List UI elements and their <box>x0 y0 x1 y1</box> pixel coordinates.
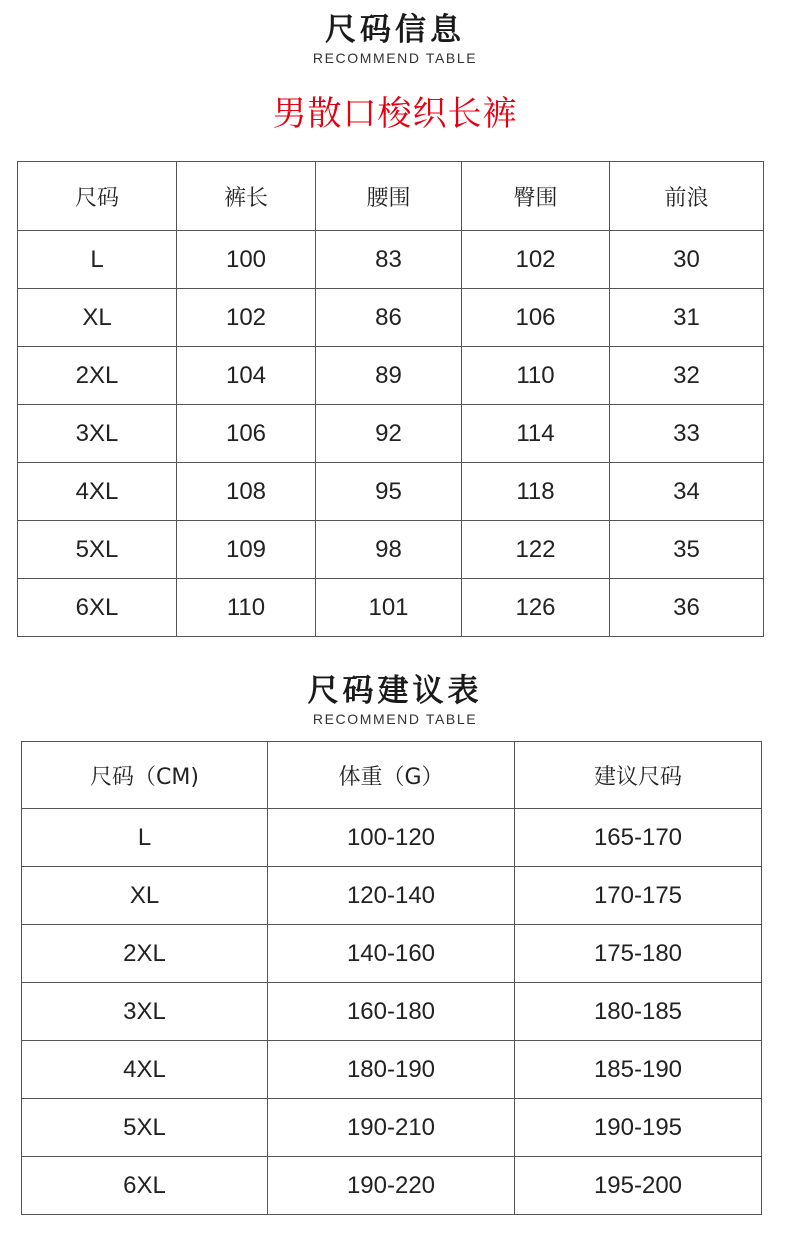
table-cell: 160-180 <box>268 983 515 1041</box>
table-cell: 110 <box>177 579 316 637</box>
size-info-subtitle: RECOMMEND TABLE <box>312 50 478 66</box>
table-row <box>18 405 764 463</box>
table-row <box>18 289 764 347</box>
table-header-row <box>22 742 762 809</box>
table-cell: 190-195 <box>515 1099 762 1157</box>
table-row <box>22 1041 762 1099</box>
table-cell: 4XL <box>22 1041 268 1099</box>
size-info-header <box>0 12 790 66</box>
header-cell-weight: 体重（G） <box>268 742 515 809</box>
table-cell: 175-180 <box>515 925 762 983</box>
table-cell: L <box>22 809 268 867</box>
header-cell-waist: 腰围 <box>316 162 462 231</box>
table-cell: 83 <box>316 231 462 289</box>
table-cell: 95 <box>316 463 462 521</box>
table-cell: 190-210 <box>268 1099 515 1157</box>
table-row <box>22 809 762 867</box>
table-cell: 89 <box>316 347 462 405</box>
table-cell: 31 <box>610 289 764 347</box>
table-cell: 140-160 <box>268 925 515 983</box>
table-header-row <box>18 162 764 231</box>
table-cell: 170-175 <box>515 867 762 925</box>
table-cell: 118 <box>462 463 610 521</box>
table-cell: 98 <box>316 521 462 579</box>
table-cell: 102 <box>462 231 610 289</box>
size-info-table <box>17 161 764 637</box>
header-cell-size: 尺码 <box>18 162 177 231</box>
header-cell-size-cm: 尺码（CM) <box>22 742 268 809</box>
table-cell: 108 <box>177 463 316 521</box>
header-cell-suggested-size: 建议尺码 <box>515 742 762 809</box>
table-cell: 33 <box>610 405 764 463</box>
table-cell: 110 <box>462 347 610 405</box>
table-cell: L <box>18 231 177 289</box>
table-cell: 104 <box>177 347 316 405</box>
size-recommend-table <box>21 741 762 1215</box>
table-row <box>22 1099 762 1157</box>
table-cell: XL <box>18 289 177 347</box>
table-cell: 6XL <box>22 1157 268 1215</box>
table-cell: 2XL <box>22 925 268 983</box>
table-cell: 35 <box>610 521 764 579</box>
table-cell: 3XL <box>22 983 268 1041</box>
table-cell: 122 <box>462 521 610 579</box>
size-recommend-subtitle: RECOMMEND TABLE <box>312 711 478 727</box>
table-cell: 2XL <box>18 347 177 405</box>
table-cell: 101 <box>316 579 462 637</box>
table-cell: 32 <box>610 347 764 405</box>
table-cell: 109 <box>177 521 316 579</box>
table-cell: 92 <box>316 405 462 463</box>
table-cell: 106 <box>177 405 316 463</box>
table-cell: 114 <box>462 405 610 463</box>
table-row <box>22 1157 762 1215</box>
table-cell: 126 <box>462 579 610 637</box>
table-cell: XL <box>22 867 268 925</box>
table-cell: 180-190 <box>268 1041 515 1099</box>
size-recommend-header <box>0 673 790 727</box>
header-cell-pants-length: 裤长 <box>177 162 316 231</box>
table-cell: 36 <box>610 579 764 637</box>
header-cell-front-rise: 前浪 <box>610 162 764 231</box>
table-cell: 102 <box>177 289 316 347</box>
table-cell: 6XL <box>18 579 177 637</box>
table-cell: 34 <box>610 463 764 521</box>
table-row <box>18 463 764 521</box>
table-cell: 180-185 <box>515 983 762 1041</box>
table-row <box>18 347 764 405</box>
table-cell: 3XL <box>18 405 177 463</box>
table-cell: 165-170 <box>515 809 762 867</box>
table-cell: 86 <box>316 289 462 347</box>
size-info-title: 尺码信息 <box>325 12 465 48</box>
table-cell: 106 <box>462 289 610 347</box>
table-row <box>18 521 764 579</box>
table-cell: 185-190 <box>515 1041 762 1099</box>
header-cell-hip: 臀围 <box>462 162 610 231</box>
table-cell: 4XL <box>18 463 177 521</box>
product-name: 男散口梭织长裤 <box>272 94 518 134</box>
table-cell: 5XL <box>22 1099 268 1157</box>
table-cell: 190-220 <box>268 1157 515 1215</box>
table-row <box>22 983 762 1041</box>
table-cell: 30 <box>610 231 764 289</box>
table-row <box>22 867 762 925</box>
table-row <box>18 231 764 289</box>
table-cell: 100 <box>177 231 316 289</box>
size-recommend-title: 尺码建议表 <box>307 673 483 709</box>
table-cell: 100-120 <box>268 809 515 867</box>
table-cell: 120-140 <box>268 867 515 925</box>
table-cell: 195-200 <box>515 1157 762 1215</box>
table-row <box>22 925 762 983</box>
table-row <box>18 579 764 637</box>
table-cell: 5XL <box>18 521 177 579</box>
